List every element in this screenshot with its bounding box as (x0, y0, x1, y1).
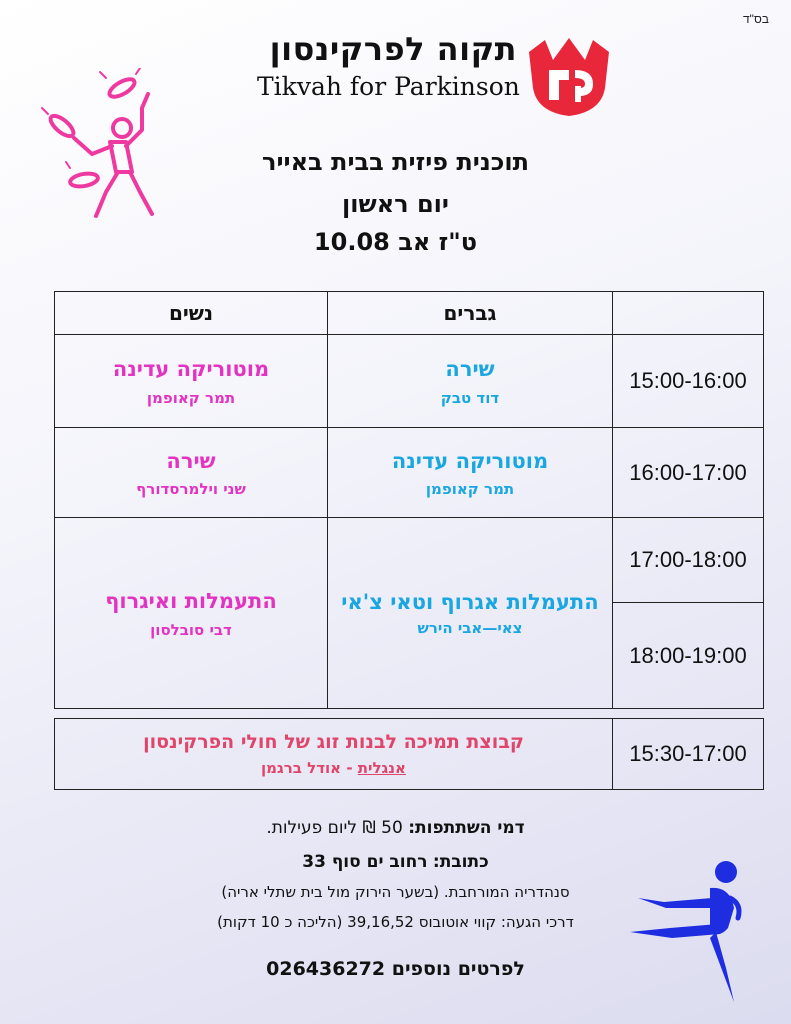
logo (255, 30, 615, 120)
men-cell (328, 518, 613, 709)
time-slot: 16:00-17:00 (613, 428, 764, 518)
support-instructor: - אודל ברגמן (261, 759, 353, 777)
table-row (55, 428, 764, 518)
instructor-name: דוד טבק (440, 388, 500, 407)
schedule-table (54, 291, 764, 709)
logo-english-text: Tikvah for Parkinson (257, 72, 520, 101)
header-men: גברים (328, 292, 613, 335)
women-cell (55, 428, 328, 518)
logo-hebrew-text: תקוה לפרקינסון (269, 30, 517, 68)
header-women: נשים (55, 292, 328, 335)
women-cell (55, 518, 328, 709)
instructor-name: תמר קאופמן (146, 388, 236, 407)
instructor-name: שני וילמרסדורף (136, 480, 246, 499)
program-title: תוכנית פיזית בבית באייר (262, 148, 529, 176)
instructor-name: צאי—אבי הירש (417, 619, 523, 638)
more-info-line: לפרטים נוספים 026436272 (266, 958, 525, 980)
support-group-title: קבוצת תמיכה לבנות זוג של חולי הפרקינסון (143, 731, 524, 753)
address-label: כתובת: (432, 852, 489, 872)
activity-name: שירה (166, 448, 216, 473)
kicking-figure-icon (630, 858, 755, 1003)
instructor-name: דבי סובלסון (150, 620, 232, 639)
time-slot: 15:00-16:00 (613, 335, 764, 428)
table-header-row (55, 292, 764, 335)
activity-name: מוטוריקה עדינה (391, 448, 549, 473)
instructor-name: תמר קאופמן (425, 480, 515, 499)
tikvah-logo-icon (523, 30, 615, 120)
directions-line: דרכי הגעה: קווי אוטובוס 39,16,52 (הליכה כ 10 דקות) (217, 913, 574, 931)
support-cell (55, 719, 613, 790)
address-value: רחוב ים סוף 33 (302, 852, 428, 872)
women-cell (55, 335, 328, 428)
fee-line (0, 818, 791, 838)
fee-label: דמי השתתפות: (408, 818, 525, 838)
table-row (55, 335, 764, 428)
support-group-table (54, 718, 764, 790)
time-slot: 18:00-19:00 (613, 603, 764, 709)
bsd-mark: בס"ד (743, 12, 769, 26)
time-slot: 17:00-18:00 (613, 518, 764, 603)
support-group-leader (55, 759, 612, 777)
header-time (613, 292, 764, 335)
men-cell (328, 428, 613, 518)
place-line: סנהדריה המורחבת. (בשער הירוק מול בית שתלי אריה) (221, 883, 570, 901)
activity-name: שירה (445, 357, 495, 382)
activity-name: התעמלות אגרוף וטאי צ'אי (341, 589, 599, 614)
time-slot: 15:30-17:00 (613, 719, 764, 790)
activity-name: התעמלות ואיגרוף (105, 589, 277, 614)
table-row (55, 518, 764, 603)
program-day: יום ראשון (342, 190, 449, 218)
table-row (55, 719, 764, 790)
support-language: אנגלית (357, 759, 406, 777)
fee-value: 50 ₪ ליום פעילות. (266, 818, 403, 838)
activity-name: מוטוריקה עדינה (112, 357, 270, 382)
men-cell (328, 335, 613, 428)
program-date: ט"ז אב 10.08 (313, 228, 478, 256)
